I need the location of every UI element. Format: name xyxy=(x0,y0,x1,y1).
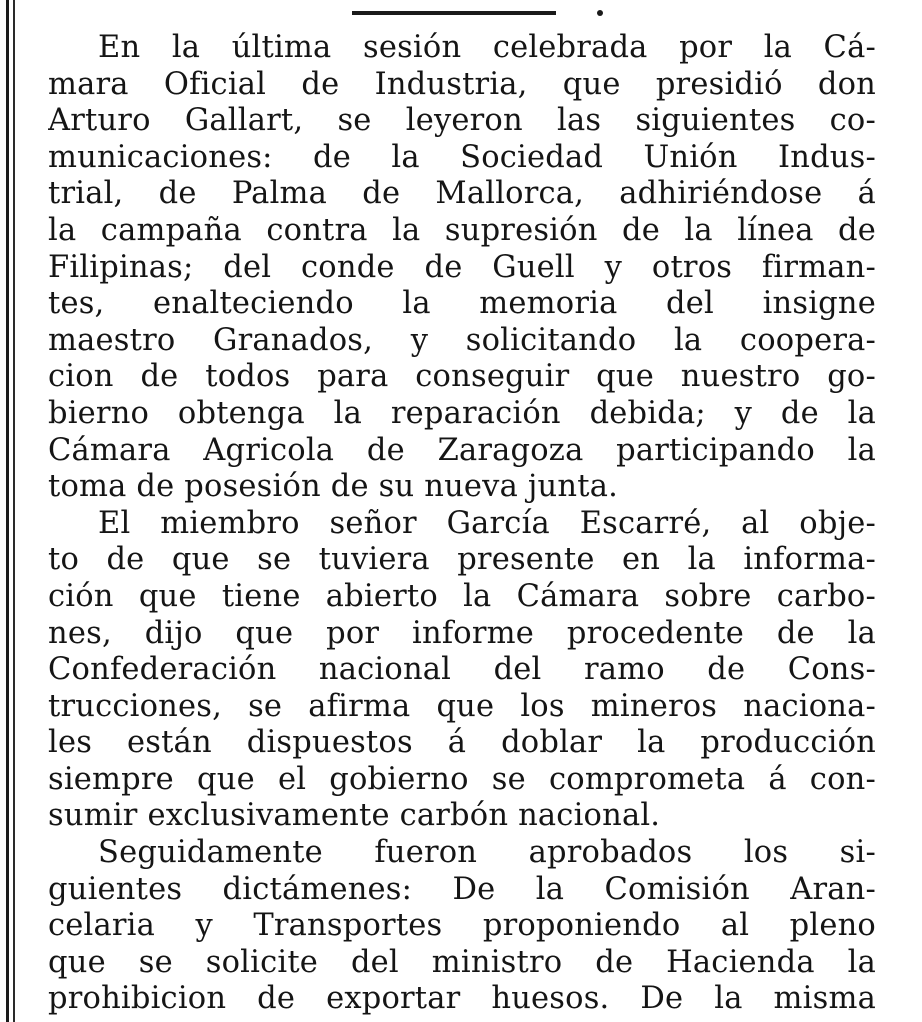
text-line: to de que se tuviera presente en la informa- xyxy=(48,542,876,578)
text-line: la campaña contra la supresión de la línea de xyxy=(48,212,876,248)
text-line: guientes dictámenes: De la Comisión Aran- xyxy=(48,871,876,907)
text-line: bierno obtenga la reparación debida; y de la xyxy=(48,395,876,431)
text-line: trial, de Palma de Mallorca, adhiriéndose á xyxy=(48,176,876,212)
section-separator-dot xyxy=(597,10,603,16)
text-line: sumir exclusivamente carbón nacional. xyxy=(48,798,661,834)
text-line: celaria y Transportes proponiendo al pleno xyxy=(48,908,876,944)
article-body xyxy=(48,30,876,1018)
text-line: cion de todos para conseguir que nuestro go- xyxy=(48,359,876,395)
text-line: Seguidamente fueron aprobados los si- xyxy=(98,835,876,871)
text-line: siempre que el gobierno se comprometa á con- xyxy=(48,761,876,797)
text-line: les están dispuestos á doblar la producción xyxy=(48,725,876,761)
text-line: En la última sesión celebrada por la Cá- xyxy=(98,30,876,65)
text-line: tes, enalteciendo la memoria del insigne xyxy=(48,286,876,322)
text-line: Confederación nacional del ramo de Cons- xyxy=(48,652,876,688)
text-line: toma de posesión de su nueva junta. xyxy=(48,469,618,505)
text-line: Arturo Gallart, se leyeron las siguientes co- xyxy=(48,103,876,139)
text-line: nes, dijo que por informe procedente de la xyxy=(48,615,876,651)
text-line: maestro Granados, y solicitando la coopera- xyxy=(48,322,876,358)
text-line: que se solicite del ministro de Hacienda la xyxy=(48,944,876,980)
section-separator-dash xyxy=(352,11,556,15)
text-line: Filipinas; del conde de Guell y otros firman- xyxy=(48,249,876,285)
text-line: prohibicion de exportar huesos. De la misma xyxy=(48,981,876,1017)
text-line: municaciones: de la Sociedad Unión Indus- xyxy=(48,139,876,175)
text-line: mara Oficial de Industria, que presidió don xyxy=(48,66,876,102)
text-line: El miembro señor García Escarré, al obje- xyxy=(98,505,876,541)
column-rule-left-inner xyxy=(13,0,15,1022)
column-rule-left xyxy=(6,0,9,1022)
text-line: trucciones, se afirma que los mineros naciona- xyxy=(48,688,876,724)
text-line: Cámara Agricola de Zaragoza participando la xyxy=(48,432,876,468)
text-line: ción que tiene abierto la Cámara sobre carbo- xyxy=(48,578,876,614)
